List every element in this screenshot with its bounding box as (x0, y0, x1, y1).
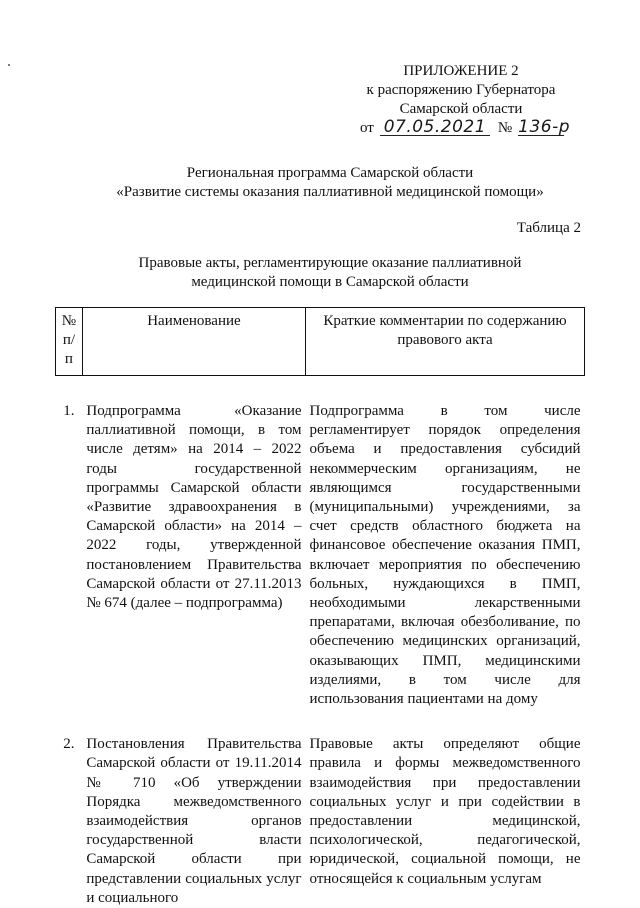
table-row (56, 376, 585, 710)
table-caption-line-1: Правовые акты, регламентирующие оказание паллиативной (138, 255, 522, 271)
program-title-line-2: «Развитие системы оказания паллиативной медицинской помощи» (116, 184, 544, 200)
row-comment: Подпрограмма в том числе регламентирует порядок определения объема и предоставления субсидий некоммерческим организациям, не являющимся государственными (муниципальными) учреждениями, за счет средств областного бюджета на финансовое обеспечение оказания ПМП, включает мероприятия по обеспечению больных, нуждающихся в ПМП, необходимыми лекарственными препаратами, включая обезболивание, по обеспечению медицинских организаций, оказывающих ПМП, медицинскими изделиями, в том числе для использования пациентами на дому (309, 403, 581, 708)
header-num: № п/п (56, 308, 83, 376)
program-title (60, 164, 600, 202)
from-label: от (360, 120, 374, 136)
row-name: Постановления Правительства Самарской области от 19.11.2014 № 710 «Об утверждении Порядка межведомственного взаимодействия органов государственной власти Самарской области при представлении социальных услуг и социального (86, 736, 302, 906)
appendix-title: ПРИЛОЖЕНИЕ 2 (403, 63, 519, 79)
table-caption-line-2: медицинской помощи в Самарской области (191, 274, 469, 290)
order-date-number (330, 119, 592, 138)
appendix-to-order: к распоряжению Губернатора (366, 82, 556, 98)
row-comment: Правовые акты определяют общие правила и формы межведомственного взаимодействия при предоставлении социальных услуг и при содействии в предоставлении медицинской, психологической, педагогической, юридической, социальной помощи, не относящейся к социальным услугам (309, 736, 581, 887)
table-caption (60, 254, 600, 292)
table-number: Таблица 2 (516, 220, 581, 236)
table-header-row (56, 308, 585, 376)
appendix-region: Самарской области (399, 101, 523, 117)
row-number: 1. (63, 403, 75, 419)
legal-acts-table (55, 307, 585, 908)
row-number: 2. (63, 736, 75, 753)
handwritten-number: 136-р (518, 117, 571, 137)
program-title-line-1: Региональная программа Самарской области (186, 165, 474, 181)
handwritten-date: 07.05.2021 (380, 119, 490, 136)
header-name: Наименование (82, 308, 305, 376)
scan-speck (8, 64, 10, 66)
number-label: № (497, 120, 513, 136)
row-name: Подпрограмма «Оказание паллиативной помощи, в том числе детям» на 2014 – 2022 годы государственной программы Самарской области «Развитие здравоохранения в Самарской области» на 2014 – 2022 годы, утвержденной постановлением Правительства Самарской области от 27.11.2013 № 674 (далее – подпрограмма) (86, 403, 302, 612)
header-comment: Краткие комментарии по содержанию правового акта (306, 308, 585, 376)
approval-block (330, 62, 592, 138)
table-row (56, 709, 585, 908)
